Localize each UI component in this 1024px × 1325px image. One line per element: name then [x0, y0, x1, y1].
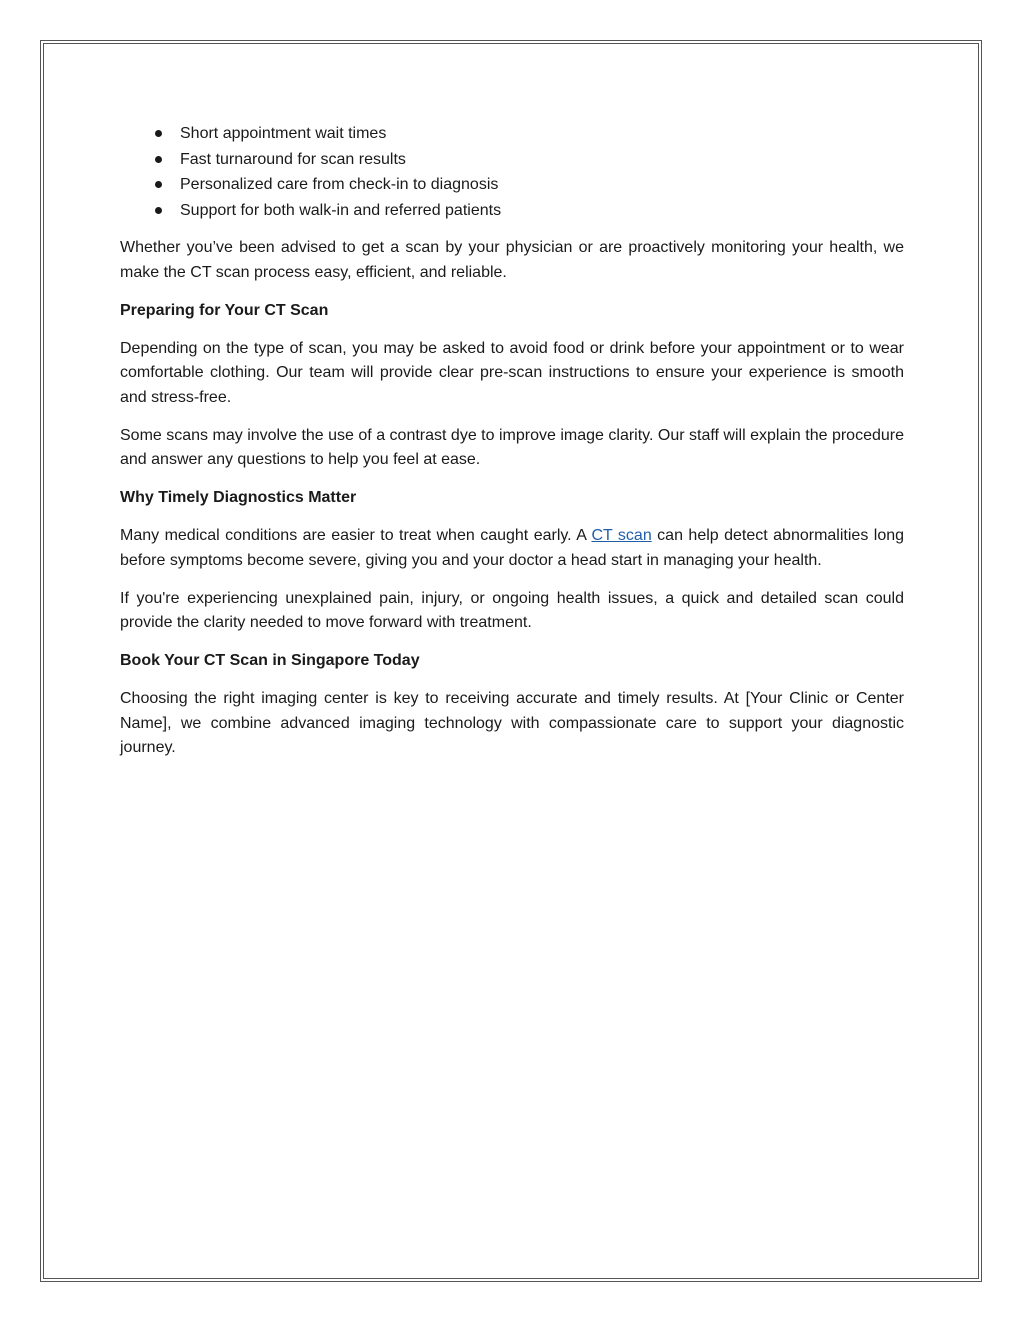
list-item-text: Personalized care from check-in to diagnosis: [180, 176, 499, 193]
intro-paragraph: Whether you’ve been advised to get a scan by your physician or are proactively monitoring your health, we make the CT scan process easy, efficient, and reliable.: [120, 239, 904, 281]
bullet-dot-icon: [155, 207, 162, 214]
timely-paragraph-1-end: can help detect abnormalities long before symptoms become severe, giving you and your doctor a head start in managing your health.: [120, 527, 905, 569]
ct-scan-link[interactable]: CT scan: [591, 527, 652, 544]
heading-book-ct-scan: Book Your CT Scan in Singapore Today: [120, 652, 420, 669]
timely-paragraph-2: If you're experiencing unexplained pain, injury, or ongoing health issues, a quick and detailed scan could provide the clarity needed to move forward with treatment.: [120, 589, 904, 631]
heading-timely-diagnostics: Why Timely Diagnostics Matter: [120, 489, 357, 506]
timely-paragraph-1: [120, 524, 904, 573]
timely-paragraph-1-start: Many medical conditions are easier to treat when caught early. A: [120, 527, 592, 544]
book-paragraph-1: Choosing the right imaging center is key to receiving accurate and timely results. At [Your Clinic or Center Name], we combine advanced imaging technology with compassionate care to support your diagnostic journey.: [120, 690, 904, 756]
benefits-list: [120, 121, 904, 223]
list-item-text: Fast turnaround for scan results: [180, 150, 406, 168]
bullet-dot-icon: [155, 130, 162, 137]
preparing-paragraph-1: Depending on the type of scan, you may be asked to avoid food or drink before your appointment or to wear comfortable clothing. Our team will provide clear pre-scan instructions to ensure your experience is smooth and stress-free.: [120, 339, 904, 406]
heading-preparing: Preparing for Your CT Scan: [120, 301, 329, 319]
document-content: [120, 121, 904, 774]
list-item: [120, 147, 904, 173]
list-item-text: Support for both walk-in and referred patients: [180, 201, 502, 219]
list-item: [120, 198, 904, 224]
list-item: [120, 172, 904, 198]
list-item-text: Short appointment wait times: [180, 125, 387, 142]
list-item: [120, 121, 904, 147]
bullet-dot-icon: [155, 181, 162, 188]
bullet-dot-icon: [155, 156, 162, 163]
preparing-paragraph-2: Some scans may involve the use of a contrast dye to improve image clarity. Our staff will explain the procedure and answer any questions to help you feel at ease.: [120, 426, 904, 468]
